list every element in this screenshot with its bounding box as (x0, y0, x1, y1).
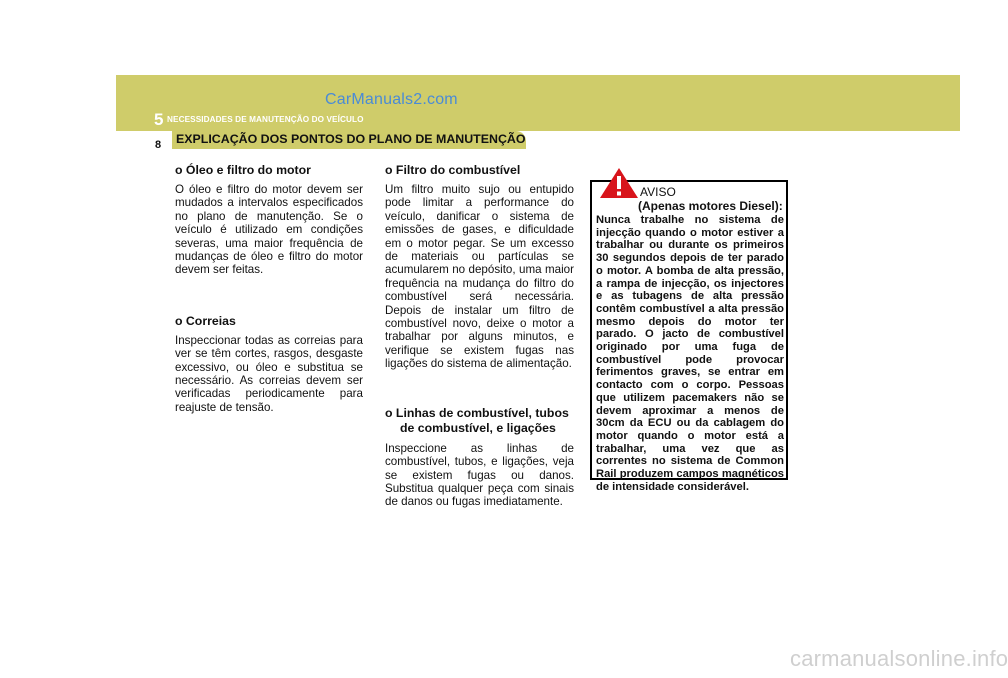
warning-text: Nunca trabalhe no sistema de injecção quando o motor estiver a trabalhar ou durante os primeiros 30 segundos depois de ter parado o motor. A bomba de alta pressão, a rampa de injecção, os injectores e as tubagens de alta pressão contêm combustível a alta pressão mesmo depois do motor ter parado. O jacto de combustível originado por uma fuga de combustível pode provocar ferimentos graves, se entrar em contacto com o corpo. Pessoas que utilizem pacemakers não se devem aproximar a menos de 30cm da ECU ou da cablagem do motor quando o motor está a trabalhar, uma vez que as correntes no sistema de Common Rail produzem campos magnéticos de intensidade considerável. (596, 214, 784, 493)
warning-header (638, 185, 788, 213)
page-number: 8 (155, 139, 162, 151)
column-middle (385, 163, 574, 509)
footer-watermark[interactable]: carmanualsonline.info (790, 646, 1008, 671)
column-left (175, 163, 363, 414)
fuel-filter-text: Um filtro muito sujo ou entupido pode limitar a performance do veículo, danificar o sistema de emissões de gases, e dificuldade em o motor pegar. Se um excesso de materiais ou partículas se acumularem no depósito, uma maior frequência na mudança do filtro do combustível será necessária. Depois de instalar um filtro de combustível novo, deixe o motor a trabalhar por alguns minutos, e verifique se existem fugas nas ligações do sistema de alimentação. (385, 183, 574, 371)
fuel-lines-text: Inspeccione as linhas de combustível, tubos, e ligações, veja se existem fugas ou danos. Substitua qualquer peça com sinais de danos ou fugas imediatamente. (385, 441, 574, 509)
warning-subtitle: (Apenas motores Diesel): (638, 199, 783, 213)
warning-title: AVISO (640, 185, 676, 199)
belts-heading: o Correias (175, 313, 236, 328)
site-watermark[interactable]: CarManuals2.com (325, 91, 458, 108)
belts-text: Inspeccionar todas as correias para ver se têm cortes, rasgos, desgaste excessivo, ou óleo e substitua se necessário. As correias devem ser verificadas periodicamente para reajuste de tensão. (175, 333, 363, 414)
oil-filter-text: O óleo e filtro do motor devem ser mudados a intervalos especificados no plano de manutenção. Se o veículo é utilizado em condições severas, uma maior frequência de mudanças de óleo e filtro do motor devem ser feitas. (175, 183, 363, 277)
chapter-title: NECESSIDADES DE MANUTENÇÃO DO VEÍCULO (167, 115, 364, 124)
warning-triangle-icon (599, 167, 639, 199)
fuel-filter-heading: o Filtro do combustível (385, 163, 521, 177)
section-title: EXPLICAÇÃO DOS PONTOS DO PLANO DE MANUTENÇÃO (176, 132, 526, 146)
oil-filter-heading: o Óleo e filtro do motor (175, 163, 311, 177)
fuel-lines-heading: o Linhas de combustível, tubos de combustível, e ligações (385, 405, 569, 435)
chapter-number: 5 (154, 110, 164, 129)
